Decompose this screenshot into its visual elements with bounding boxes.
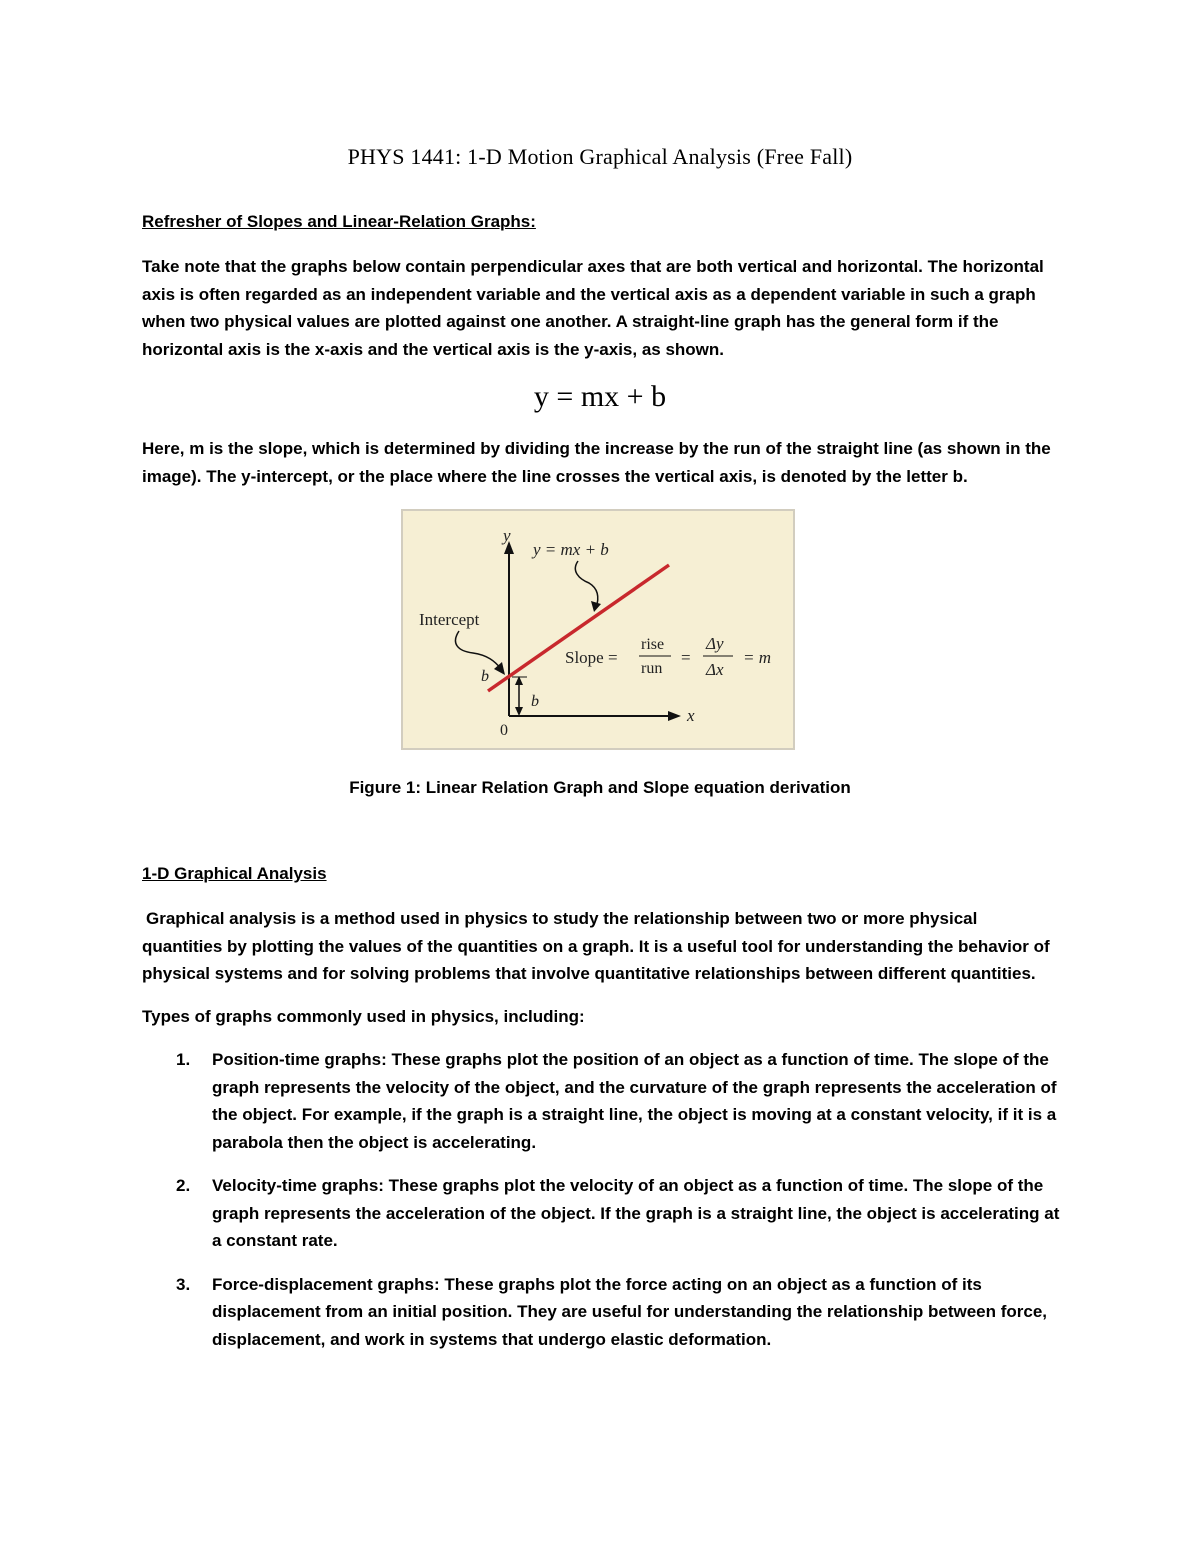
linear-graph-diagram [403, 511, 797, 752]
slope-label: Slope = [565, 648, 618, 667]
equals-sign: = [681, 648, 691, 667]
origin-label: 0 [500, 722, 508, 739]
list-item [142, 1271, 1062, 1354]
intercept-pointer [455, 631, 501, 669]
section-heading-graphical-analysis: 1-D Graphical Analysis [142, 864, 327, 883]
slope-explanation-paragraph: Here, m is the slope, which is determined by dividing the increase by the run of the straight line (as shown in the image). The y-intercept, or the place where the line crosses the vertical axis, is denoted by the letter b. [142, 439, 1051, 486]
x-axis-label: x [687, 706, 695, 725]
linear-equation: y = mx + b [533, 380, 667, 413]
list-intro: Types of graphs commonly used in physics, including: [142, 1007, 585, 1026]
delta-y-label: Δy [706, 634, 724, 653]
run-label: run [641, 660, 663, 677]
rise-label: rise [641, 636, 665, 653]
b-dimension-label: b [531, 693, 539, 710]
list-item-text: Position-time graphs: These graphs plot the position of an object as a function of time. The slope of the graph represents the velocity of the object, and the curvature of the graph represents the acceleration of the object. For example, if the graph is a straight line, the object is moving at a constant velocity, if it is a parabola then the object is accelerating. [212, 1050, 1057, 1152]
intro-paragraph: Take note that the graphs below contain perpendicular axes that are both vertical and horizontal. The horizontal axis is often regarded as an independent variable and the vertical axis as a dependent variable in such a graph when two physical values are plotted against one another. A straight-line graph has the general form if the horizontal axis is the x-axis and the vertical axis is the y-axis, as shown. [142, 257, 1044, 359]
graph-types-list [142, 1046, 1062, 1369]
list-item-number: 3. [176, 1274, 191, 1294]
figure-caption: Figure 1: Linear Relation Graph and Slope equation derivation [349, 778, 851, 797]
intercept-label: Intercept [419, 610, 480, 629]
y-axis-label: y [503, 526, 511, 545]
b-arrow-down [515, 707, 523, 716]
list-item [142, 1172, 1062, 1255]
page-title: PHYS 1441: 1-D Motion Graphical Analysis (Free Fall) [347, 144, 853, 169]
equation-pointer [575, 561, 597, 608]
list-item-number: 2. [176, 1176, 191, 1195]
list-item-text: Velocity-time graphs: These graphs plot the velocity of an object as a function of time. The slope of the graph represents the acceleration of the object. If the graph is a straight line, the object is accelerating at a constant rate. [212, 1176, 1060, 1250]
intercept-b-label: b [481, 668, 489, 685]
equals-m-label: = m [743, 648, 771, 667]
list-item-number: 1. [176, 1050, 191, 1069]
delta-x-label: Δx [706, 660, 724, 679]
list-item-text: Force-displacement graphs: These graphs plot the force acting on an object as a function of its displacement from an initial position. They are useful for understanding the relationship between force, displacement, and work in systems that undergo elastic deformation. [212, 1274, 1048, 1349]
x-axis-arrowhead [668, 711, 681, 721]
graphical-analysis-paragraph: Graphical analysis is a method used in physics to study the relationship between two or more physical quantities by plotting the values of the quantities on a graph. It is a useful tool for understanding the behavior of physical systems and for solving problems that involve quantitative relationships between different quantities. [142, 909, 1050, 983]
list-item [142, 1046, 1062, 1156]
line-equation-label: y = mx + b [533, 540, 609, 559]
section-heading-slopes: Refresher of Slopes and Linear-Relation Graphs: [142, 212, 536, 231]
linear-relation-figure [401, 509, 795, 750]
